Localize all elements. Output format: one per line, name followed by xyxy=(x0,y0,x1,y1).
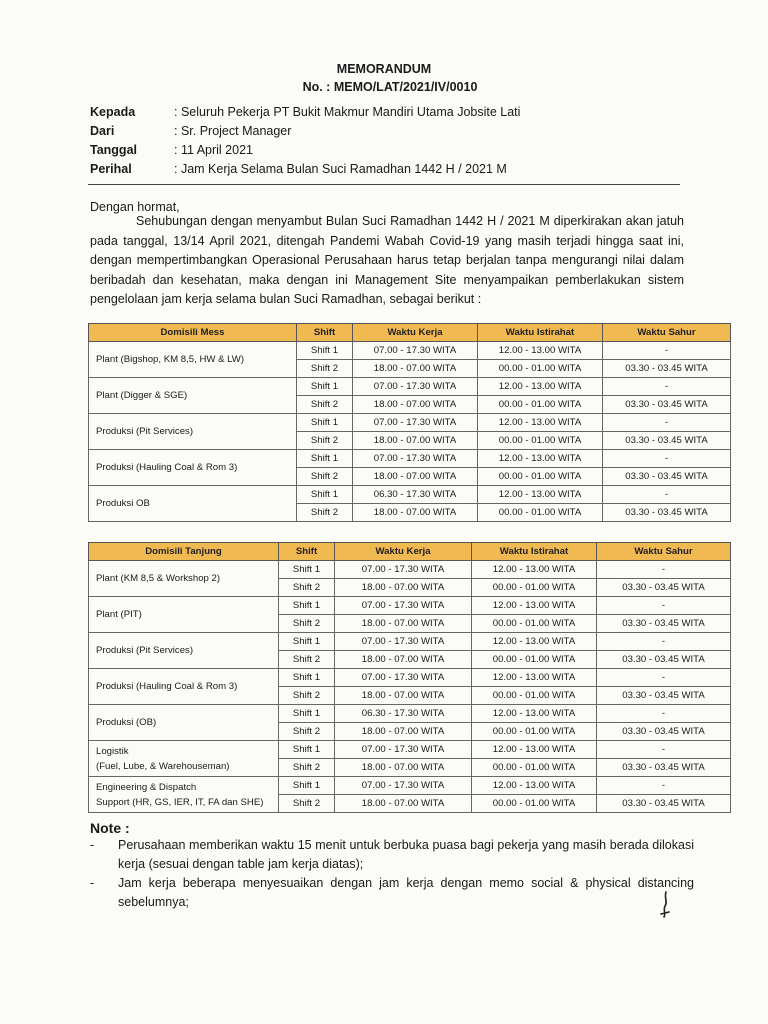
break-time-cell: 00.00 - 01.00 WITA xyxy=(478,360,603,378)
shift-cell: Shift 2 xyxy=(279,651,335,669)
break-time-cell: 00.00 - 01.00 WITA xyxy=(472,687,597,705)
header-value: : 11 April 2021 xyxy=(174,143,253,157)
domicile-cell xyxy=(89,777,279,813)
table-header-row xyxy=(89,324,731,342)
domicile-cell: Produksi (Hauling Coal & Rom 3) xyxy=(89,450,297,486)
work-time-cell: 18.00 - 07.00 WITA xyxy=(353,360,478,378)
table-row xyxy=(89,342,731,360)
sahur-time-cell: - xyxy=(597,669,731,687)
sahur-time-cell: 03.30 - 03.45 WITA xyxy=(597,795,731,813)
header-label: Dari xyxy=(90,124,115,138)
break-time-cell: 12.00 - 13.00 WITA xyxy=(472,597,597,615)
break-time-cell: 00.00 - 01.00 WITA xyxy=(478,504,603,522)
shift-cell: Shift 2 xyxy=(279,615,335,633)
sahur-time-cell: 03.30 - 03.45 WITA xyxy=(597,687,731,705)
sahur-time-cell: - xyxy=(603,378,731,396)
break-time-cell: 12.00 - 13.00 WITA xyxy=(478,414,603,432)
domicile-line: Engineering & Dispatch xyxy=(96,781,197,793)
work-time-cell: 18.00 - 07.00 WITA xyxy=(335,759,472,777)
shift-cell: Shift 1 xyxy=(297,342,353,360)
domicile-line: Support (HR, GS, IER, IT, FA dan SHE) xyxy=(96,796,264,808)
domicile-cell: Plant (KM 8,5 & Workshop 2) xyxy=(89,561,279,597)
sahur-time-cell: 03.30 - 03.45 WITA xyxy=(603,396,731,414)
break-time-cell: 12.00 - 13.00 WITA xyxy=(478,450,603,468)
domicile-line: (Fuel, Lube, & Warehouseman) xyxy=(96,760,230,772)
sahur-time-cell: 03.30 - 03.45 WITA xyxy=(597,579,731,597)
sahur-time-cell: - xyxy=(597,597,731,615)
work-time-cell: 18.00 - 07.00 WITA xyxy=(353,396,478,414)
note-item xyxy=(90,874,694,912)
work-time-cell: 18.00 - 07.00 WITA xyxy=(335,795,472,813)
header-label: Kepada xyxy=(90,105,136,119)
work-time-cell: 18.00 - 07.00 WITA xyxy=(335,615,472,633)
tanjung-schedule-table xyxy=(88,542,731,813)
note-bullet: - xyxy=(90,876,95,890)
break-time-cell: 12.00 - 13.00 WITA xyxy=(478,342,603,360)
header-label: Perihal xyxy=(90,162,132,176)
domicile-cell xyxy=(89,741,279,777)
work-time-cell: 06.30 - 17.30 WITA xyxy=(335,705,472,723)
work-time-cell: 07.00 - 17.30 WITA xyxy=(353,450,478,468)
intro-paragraph xyxy=(90,212,684,310)
column-header: Waktu Sahur xyxy=(603,324,731,342)
work-time-cell: 07.00 - 17.30 WITA xyxy=(353,342,478,360)
shift-cell: Shift 1 xyxy=(279,597,335,615)
work-time-cell: 07.00 - 17.30 WITA xyxy=(335,777,472,795)
header-divider xyxy=(88,184,680,185)
column-header: Waktu Kerja xyxy=(353,324,478,342)
work-time-cell: 18.00 - 07.00 WITA xyxy=(353,432,478,450)
break-time-cell: 12.00 - 13.00 WITA xyxy=(472,633,597,651)
table-row xyxy=(89,561,731,579)
shift-cell: Shift 2 xyxy=(297,468,353,486)
note-text: Perusahaan memberikan waktu 15 menit untuk berbuka puasa bagi pekerja yang masih berada dilokasi kerja (sesuai dengan table jam kerja diatas); xyxy=(118,838,694,871)
domicile-cell: Produksi (Hauling Coal & Rom 3) xyxy=(89,669,279,705)
table-row xyxy=(89,633,731,651)
sahur-time-cell: 03.30 - 03.45 WITA xyxy=(603,468,731,486)
domicile-cell: Produksi (OB) xyxy=(89,705,279,741)
break-time-cell: 00.00 - 01.00 WITA xyxy=(478,468,603,486)
break-time-cell: 00.00 - 01.00 WITA xyxy=(472,615,597,633)
work-time-cell: 18.00 - 07.00 WITA xyxy=(335,579,472,597)
shift-cell: Shift 1 xyxy=(279,777,335,795)
shift-cell: Shift 2 xyxy=(297,360,353,378)
shift-cell: Shift 2 xyxy=(297,396,353,414)
shift-cell: Shift 1 xyxy=(279,741,335,759)
shift-cell: Shift 1 xyxy=(297,486,353,504)
table-row xyxy=(89,597,731,615)
memo-number: No. : MEMO/LAT/2021/IV/0010 xyxy=(302,80,478,94)
note-bullet: - xyxy=(90,838,95,852)
table-row xyxy=(89,486,731,504)
work-time-cell: 06.30 - 17.30 WITA xyxy=(353,486,478,504)
break-time-cell: 12.00 - 13.00 WITA xyxy=(472,705,597,723)
shift-cell: Shift 2 xyxy=(279,759,335,777)
shift-cell: Shift 1 xyxy=(279,705,335,723)
work-time-cell: 07.00 - 17.30 WITA xyxy=(335,561,472,579)
sahur-time-cell: - xyxy=(603,486,731,504)
sahur-time-cell: - xyxy=(603,450,731,468)
table-header-row xyxy=(89,543,731,561)
intro-text: Sehubungan dengan menyambut Bulan Suci Ramadhan 1442 H / 2021 M diperkirakan akan jatuh pada tanggal, 13/14 April 2021, ditengah Pandemi Wabah Covid-19 yang masih terjadi hingga saat ini, dengan mempertimbangkan Operasional Perusahaan harus tetap berjalan tanpa mengurangi nilai dalam beribadah dan kesehatan, maka dengan ini Management Site menyampaikan pemberlakukan sistem pengelolaan jam kerja selama bulan Suci Ramadhan, sebagai berikut : xyxy=(90,214,684,306)
sahur-time-cell: 03.30 - 03.45 WITA xyxy=(603,360,731,378)
table-row xyxy=(89,378,731,396)
domicile-cell: Plant (PIT) xyxy=(89,597,279,633)
sahur-time-cell: - xyxy=(597,741,731,759)
column-header: Shift xyxy=(279,543,335,561)
table-row xyxy=(89,705,731,723)
shift-cell: Shift 1 xyxy=(297,378,353,396)
break-time-cell: 00.00 - 01.00 WITA xyxy=(472,651,597,669)
table-row xyxy=(89,450,731,468)
domicile-cell: Plant (Bigshop, KM 8,5, HW & LW) xyxy=(89,342,297,378)
column-header: Domisili Tanjung xyxy=(89,543,279,561)
shift-cell: Shift 1 xyxy=(279,633,335,651)
sahur-time-cell: 03.30 - 03.45 WITA xyxy=(603,432,731,450)
break-time-cell: 00.00 - 01.00 WITA xyxy=(478,432,603,450)
header-label: Tanggal xyxy=(90,143,137,157)
sahur-time-cell: - xyxy=(597,633,731,651)
note-title: Note : xyxy=(90,820,130,836)
table-row xyxy=(89,777,731,795)
sahur-time-cell: 03.30 - 03.45 WITA xyxy=(597,615,731,633)
break-time-cell: 12.00 - 13.00 WITA xyxy=(478,378,603,396)
column-header: Waktu Sahur xyxy=(597,543,731,561)
break-time-cell: 12.00 - 13.00 WITA xyxy=(472,561,597,579)
work-time-cell: 18.00 - 07.00 WITA xyxy=(335,687,472,705)
domicile-cell: Plant (Digger & SGE) xyxy=(89,378,297,414)
shift-cell: Shift 2 xyxy=(279,687,335,705)
sahur-time-cell: 03.30 - 03.45 WITA xyxy=(597,651,731,669)
break-time-cell: 00.00 - 01.00 WITA xyxy=(472,723,597,741)
shift-cell: Shift 2 xyxy=(297,504,353,522)
sahur-time-cell: - xyxy=(597,705,731,723)
work-time-cell: 07.00 - 17.30 WITA xyxy=(335,741,472,759)
shift-cell: Shift 2 xyxy=(279,795,335,813)
work-time-cell: 07.00 - 17.30 WITA xyxy=(335,633,472,651)
column-header: Waktu Istirahat xyxy=(478,324,603,342)
column-header: Domisili Mess xyxy=(89,324,297,342)
break-time-cell: 12.00 - 13.00 WITA xyxy=(472,669,597,687)
header-value: : Seluruh Pekerja PT Bukit Makmur Mandiri Utama Jobsite Lati xyxy=(174,105,521,119)
sahur-time-cell: - xyxy=(597,561,731,579)
work-time-cell: 07.00 - 17.30 WITA xyxy=(353,378,478,396)
work-time-cell: 18.00 - 07.00 WITA xyxy=(335,723,472,741)
domicile-line: Logistik xyxy=(96,745,129,757)
break-time-cell: 12.00 - 13.00 WITA xyxy=(478,486,603,504)
column-header: Waktu Kerja xyxy=(335,543,472,561)
break-time-cell: 12.00 - 13.00 WITA xyxy=(472,741,597,759)
work-time-cell: 07.00 - 17.30 WITA xyxy=(335,597,472,615)
sahur-time-cell: 03.30 - 03.45 WITA xyxy=(597,723,731,741)
shift-cell: Shift 2 xyxy=(279,579,335,597)
shift-cell: Shift 1 xyxy=(297,450,353,468)
memo-title: MEMORANDUM xyxy=(336,62,432,76)
header-value: : Sr. Project Manager xyxy=(174,124,292,138)
note-item xyxy=(90,836,694,874)
domicile-cell: Produksi OB xyxy=(89,486,297,522)
work-time-cell: 18.00 - 07.00 WITA xyxy=(353,468,478,486)
break-time-cell: 00.00 - 01.00 WITA xyxy=(472,795,597,813)
sahur-time-cell: - xyxy=(603,342,731,360)
break-time-cell: 00.00 - 01.00 WITA xyxy=(472,759,597,777)
initial-signature-mark xyxy=(650,890,680,920)
sahur-time-cell: - xyxy=(597,777,731,795)
shift-cell: Shift 2 xyxy=(279,723,335,741)
break-time-cell: 00.00 - 01.00 WITA xyxy=(478,396,603,414)
table-row xyxy=(89,669,731,687)
work-time-cell: 18.00 - 07.00 WITA xyxy=(353,504,478,522)
greeting: Dengan hormat, xyxy=(90,200,180,214)
table-row xyxy=(89,414,731,432)
shift-cell: Shift 2 xyxy=(297,432,353,450)
work-time-cell: 07.00 - 17.30 WITA xyxy=(353,414,478,432)
shift-cell: Shift 1 xyxy=(279,669,335,687)
work-time-cell: 07.00 - 17.30 WITA xyxy=(335,669,472,687)
note-text: Jam kerja beberapa menyesuaikan dengan jam kerja dengan memo social & physical distancing sebelumnya; xyxy=(118,876,694,909)
column-header: Shift xyxy=(297,324,353,342)
sahur-time-cell: 03.30 - 03.45 WITA xyxy=(597,759,731,777)
sahur-time-cell: - xyxy=(603,414,731,432)
table-row xyxy=(89,741,731,759)
mess-schedule-table xyxy=(88,323,731,522)
header-value: : Jam Kerja Selama Bulan Suci Ramadhan 1442 H / 2021 M xyxy=(174,162,507,176)
shift-cell: Shift 1 xyxy=(279,561,335,579)
domicile-cell: Produksi (Pit Services) xyxy=(89,414,297,450)
break-time-cell: 12.00 - 13.00 WITA xyxy=(472,777,597,795)
domicile-cell: Produksi (Pit Services) xyxy=(89,633,279,669)
break-time-cell: 00.00 - 01.00 WITA xyxy=(472,579,597,597)
column-header: Waktu Istirahat xyxy=(472,543,597,561)
sahur-time-cell: 03.30 - 03.45 WITA xyxy=(603,504,731,522)
shift-cell: Shift 1 xyxy=(297,414,353,432)
work-time-cell: 18.00 - 07.00 WITA xyxy=(335,651,472,669)
